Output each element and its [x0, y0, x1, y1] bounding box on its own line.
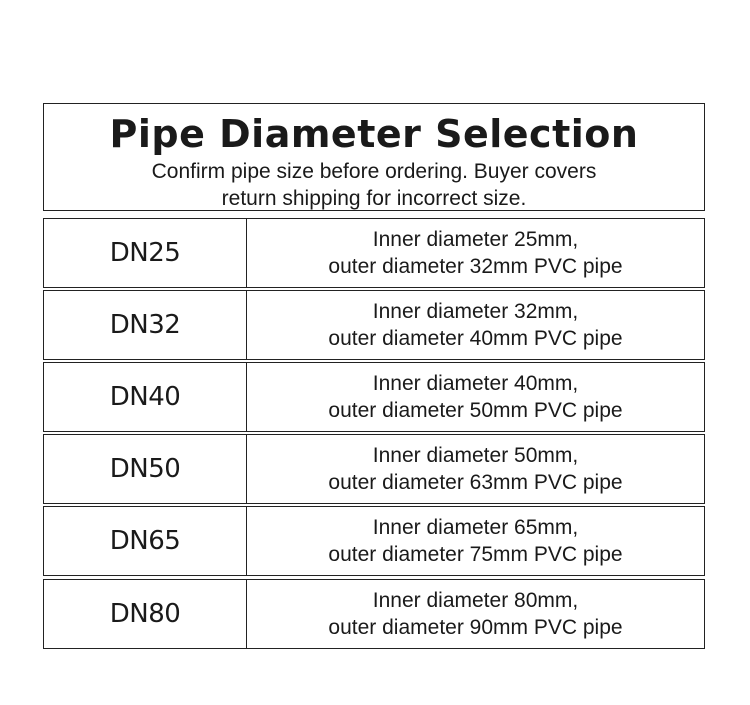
subtitle-line-2: return shipping for incorrect size. — [221, 187, 527, 210]
size-description — [247, 291, 704, 359]
size-description — [247, 435, 704, 503]
description-line-2: outer diameter 50mm PVC pipe — [328, 399, 623, 422]
table-row — [43, 362, 705, 432]
description-line-2: outer diameter 63mm PVC pipe — [328, 471, 623, 494]
size-code: DN65 — [44, 507, 247, 575]
header-box — [43, 103, 705, 211]
size-description — [247, 363, 704, 431]
size-code: DN40 — [44, 363, 247, 431]
table-row — [43, 506, 705, 576]
table-row — [43, 290, 705, 360]
description-line-1: Inner diameter 32mm, — [372, 300, 579, 323]
description-line-1: Inner diameter 80mm, — [372, 589, 579, 612]
size-code: DN25 — [44, 219, 247, 287]
description-line-1: Inner diameter 50mm, — [372, 444, 579, 467]
subtitle-line-1: Confirm pipe size before ordering. Buyer covers — [151, 160, 597, 183]
description-line-2: outer diameter 40mm PVC pipe — [328, 327, 623, 350]
description-line-2: outer diameter 32mm PVC pipe — [328, 255, 623, 278]
page-title: Pipe Diameter Selection — [109, 112, 639, 156]
size-description — [247, 219, 704, 287]
subtitle — [44, 158, 704, 212]
table-row — [43, 579, 705, 649]
description-line-1: Inner diameter 65mm, — [372, 516, 579, 539]
description-line-2: outer diameter 90mm PVC pipe — [328, 616, 623, 639]
size-description — [247, 580, 704, 648]
size-code: DN32 — [44, 291, 247, 359]
description-line-2: outer diameter 75mm PVC pipe — [328, 543, 623, 566]
description-line-1: Inner diameter 40mm, — [372, 372, 579, 395]
table-row — [43, 434, 705, 504]
size-code: DN80 — [44, 580, 247, 648]
size-code: DN50 — [44, 435, 247, 503]
size-description — [247, 507, 704, 575]
table-row — [43, 218, 705, 288]
description-line-1: Inner diameter 25mm, — [372, 228, 579, 251]
